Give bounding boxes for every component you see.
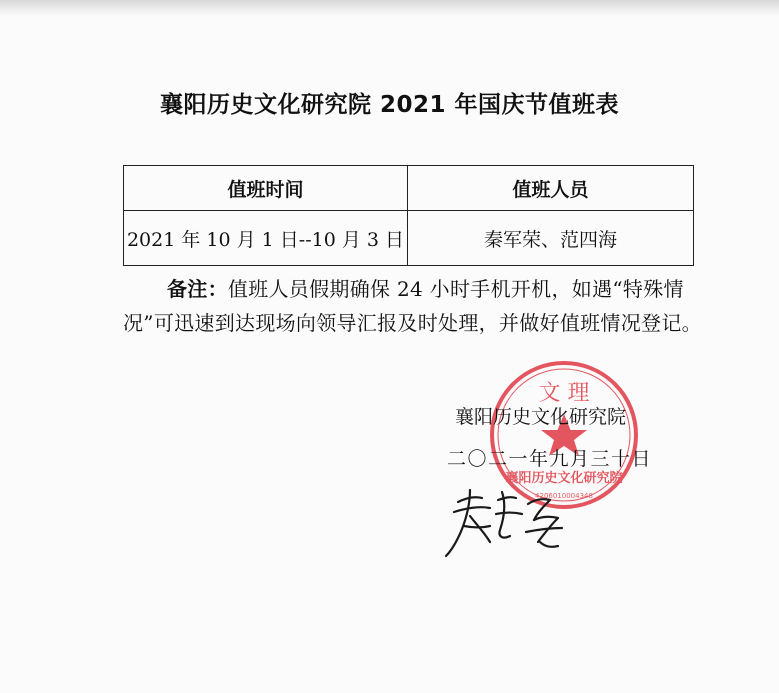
table-header-row	[124, 166, 694, 211]
issue-date: 二〇二一年九月三十日	[447, 448, 653, 470]
note-text: 值班人员假期确保 24 小时手机开机，如遇“特殊情况”可迅速到达现场向领导汇报及时处理，并做好值班情况登记。	[123, 277, 702, 335]
table-row	[124, 211, 694, 266]
note-paragraph	[123, 272, 703, 340]
scan-edge-shadow	[0, 0, 779, 16]
seal-bottom-text: 襄阳历史文化研究院	[505, 471, 623, 486]
cell-duty-staff: 秦军荣、范四海	[408, 211, 694, 266]
duty-table	[123, 165, 694, 266]
note-label: 备注：	[167, 277, 228, 301]
document-title: 襄阳历史文化研究院 2021 年国庆节值班表	[159, 92, 620, 118]
cell-duty-time: 2021 年 10 月 1 日--10 月 3 日	[124, 211, 408, 266]
header-duty-staff: 值班人员	[408, 166, 694, 211]
seal-serial: 4206010004348	[535, 492, 593, 500]
seal-top-text: 文 理	[538, 381, 590, 406]
handwritten-signature	[440, 482, 580, 560]
header-duty-time: 值班时间	[124, 166, 408, 211]
issuing-organization: 襄阳历史文化研究院	[455, 406, 627, 428]
